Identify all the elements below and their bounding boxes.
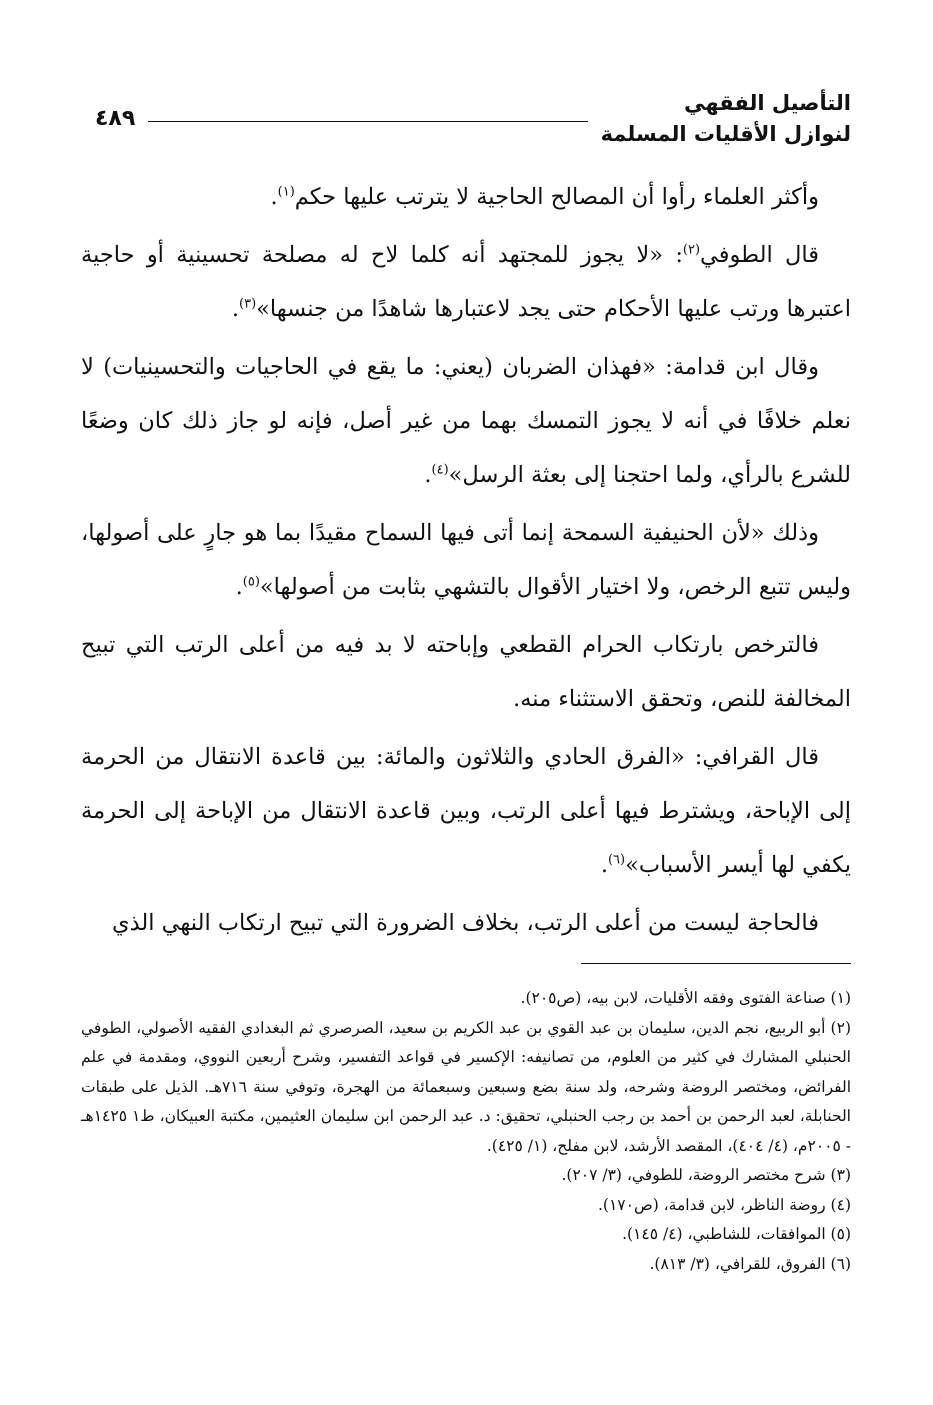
paragraph — [81, 228, 851, 336]
footnote: (٣) شرح مختصر الروضة، للطوفي، (٣/ ٢٠٧). — [561, 1166, 851, 1184]
paragraph — [81, 896, 851, 950]
footnote-separator — [581, 963, 851, 964]
running-title-line-1: التأصيل الفقهي — [684, 91, 851, 115]
footnote-reference[interactable]: (٤) — [431, 462, 449, 478]
paragraph-text: وأكثر العلماء رأوا أن المصالح الحاجية لا يترتب عليها حكم — [294, 184, 819, 210]
footnotes — [81, 984, 851, 1279]
paragraph-text: : «لا يجوز للمجتهد أنه كلما لاح له مصلحة تحسينية أو حاجية اعتبرها ورتب عليها الأحكام حتى يجد لاعتبارها شاهدًا من جنسها» — [81, 242, 851, 322]
running-title — [591, 88, 851, 150]
footnote: (٥) الموافقات، للشاطبي، (٤/ ١٤٥). — [622, 1225, 851, 1243]
footnote-reference[interactable]: (١) — [277, 184, 295, 200]
footnote: (١) صناعة الفتوى وفقه الأقليات، لابن بيه، (ص٢٠٥). — [520, 989, 851, 1007]
paragraph-text: . — [231, 296, 240, 322]
footnote-reference[interactable]: (٥) — [242, 574, 260, 590]
paragraph-text: . — [424, 462, 432, 488]
body-text — [81, 170, 851, 950]
paragraph — [81, 170, 851, 224]
paragraph — [81, 340, 851, 502]
page-number: ٤٨٩ — [95, 106, 136, 131]
paragraph-text: . — [270, 184, 278, 210]
header-rule — [148, 121, 588, 122]
footnote-reference[interactable]: (٦) — [607, 852, 626, 868]
paragraph — [81, 730, 851, 892]
paragraph-text: . — [235, 574, 243, 600]
paragraph — [81, 506, 851, 614]
footnote: (٢) أبو الربيع، نجم الدين، سليمان بن عبد القوي بن عبد الكريم بن سعيد، الصرصري ثم البغدادي الفقيه الأصولي، الطوفي الحنبلي المشارك في كثير من العلوم، من تصانيفه: الإكسير في قواعد التفسير، وشرح أربعين النووي، ومقدمة في علم الفرائض، ومختصر الروضة وشرحه، ولد سنة بضع وسبعين وسبعمائة من الهجرة، وتوفي سنة ٧١٦هـ. الذيل على طبقات الحنابلة، لعبد الرحمن بن أحمد بن رجب الحنبلي، تحقيق: د. عبد الرحمن ابن سليمان العثيمين، مكتبة العبيكان، ط١ ١٤٢٥هـ - ٢٠٠٥م، (٤/ ٤٠٤)، المقصد الأرشد، لابن مفلح، (١/ ٤٢٥). — [81, 1018, 852, 1155]
paragraph-text: وذلك «لأن الحنيفية السمحة إنما أتى فيها السماح مقيدًا بما هو جارٍ على أصولها، وليس تتبع الرخص، ولا اختيار الأقوال بالتشهي بثابت من أصولها» — [81, 520, 851, 600]
paragraph-text: قال القرافي: «الفرق الحادي والثلاثون والمائة: بين قاعدة الانتقال من الحرمة إلى الإباحة، ويشترط فيها أعلى الرتب، وبين قاعدة الانتقال من الإباحة إلى الحرمة يكفي لها أيسر الأسباب» — [81, 744, 851, 878]
footnote: (٤) روضة الناظر، لابن قدامة، (ص١٧٠). — [597, 1195, 851, 1214]
paragraph — [81, 618, 851, 726]
running-title-line-2: لنوازل الأقليات المسلمة — [600, 122, 851, 146]
paragraph-text: . — [600, 852, 608, 878]
footnote-reference[interactable]: (٢) — [682, 242, 701, 258]
footnote-reference[interactable]: (٣) — [239, 296, 257, 312]
paragraph-text: قال الطوفي — [700, 242, 819, 268]
paragraph-text: فالترخص بارتكاب الحرام القطعي وإباحته لا بد فيه من أعلى الرتب التي تبيح المخالفة للنص، وتحقق الاستثناء منه. — [81, 632, 851, 712]
footnote: (٦) الفروق، للقرافي، (٣/ ٨١٣). — [649, 1254, 851, 1273]
paragraph-text: وقال ابن قدامة: «فهذان الضربان (يعني: ما يقع في الحاجيات والتحسينيات) لا نعلم خلافًا في أنه لا يجوز التمسك بهما من غير أصل، فإنه لو جاز ذلك كان وضعًا للشرع بالرأي، ولما احتجنا إلى بعثة الرسل» — [81, 354, 851, 488]
paragraph-text: فالحاجة ليست من أعلى الرتب، بخلاف الضرورة التي تبيح ارتكاب النهي الذي — [112, 910, 819, 936]
